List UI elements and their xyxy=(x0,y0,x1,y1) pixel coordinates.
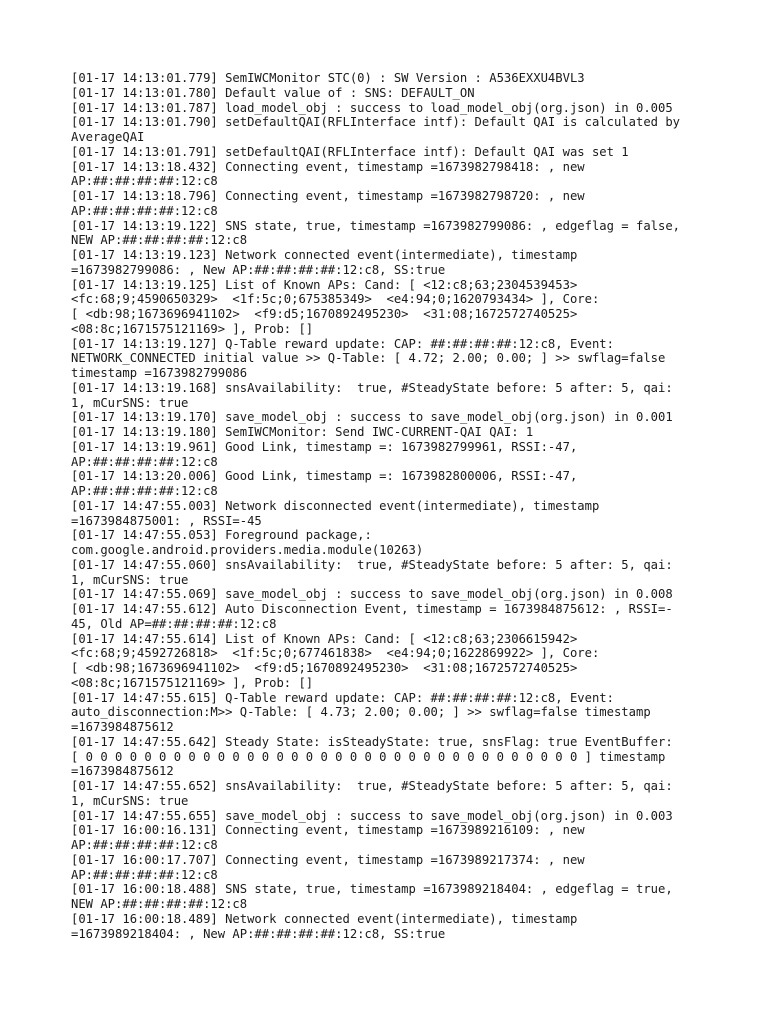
log-line: [01-17 14:47:55.652] snsAvailability: true, #SteadyState before: 5 after: 5, qai: xyxy=(71,779,673,793)
log-line: 1, mCurSNS: true xyxy=(71,395,189,410)
log-line: [ <db:98;1673696941102> <f9:d5;1670892495230> <31:08;1672572740525> xyxy=(71,661,578,675)
log-line: [01-17 14:47:55.060] snsAvailability: true, #SteadyState before: 5 after: 5, qai: xyxy=(71,557,673,572)
log-line: com.google.android.providers.media.module(10263) xyxy=(71,543,424,557)
log-line: 1, mCurSNS: true xyxy=(71,572,189,587)
log-line: [01-17 14:13:18.432] Connecting event, timestamp =1673982798418: , new xyxy=(71,159,585,174)
log-line: [01-17 14:47:55.655] save_model_obj : success to save_model_obj(org.json) in 0.003 xyxy=(71,808,673,823)
log-line: [01-17 14:13:19.168] snsAvailability: true, #SteadyState before: 5 after: 5, qai: xyxy=(71,380,673,395)
log-line: [01-17 14:13:01.791] setDefaultQAI(RFLInterface intf): Default QAI was set 1 xyxy=(71,144,629,159)
log-line: [01-17 14:13:19.961] Good Link, timestamp =: 1673982799961, RSSI:-47, xyxy=(71,439,578,454)
log-line: <fc:68;9;4592726818> <1f:5c;0;677461838> <e4:94;0;1622869922> ], Core: xyxy=(71,646,600,661)
log-line: [01-17 14:13:19.170] save_model_obj : success to save_model_obj(org.json) in 0.001 xyxy=(71,410,673,425)
log-line: [01-17 14:47:55.614] List of Known APs: Cand: [ <12:c8;63;2306615942> xyxy=(71,631,578,646)
log-line: [ <db:98;1673696941102> <f9:d5;1670892495230> <31:08;1672572740525> xyxy=(71,307,578,321)
log-line: [01-17 16:00:17.707] Connecting event, timestamp =1673989217374: , new xyxy=(71,852,585,867)
log-line: auto_disconnection:M>> Q-Table: [ 4.73; 2.00; 0.00; ] >> swflag=false timestamp xyxy=(71,705,651,720)
log-line: [01-17 14:47:55.615] Q-Table reward update: CAP: ##:##:##:##:12:c8, Event: xyxy=(71,690,614,705)
log-line: [ 0 0 0 0 0 0 0 0 0 0 0 0 0 0 0 0 0 0 0 0 0 0 0 0 0 0 0 0 0 0 0 0 0 0 ] timestamp xyxy=(71,749,666,764)
log-line: AP:##:##:##:##:12:c8 xyxy=(71,203,218,218)
log-line: [01-17 16:00:16.131] Connecting event, timestamp =1673989216109: , new xyxy=(71,823,585,838)
log-line: [01-17 16:00:18.489] Network connected event(intermediate), timestamp xyxy=(71,911,578,926)
log-line: [01-17 14:47:55.053] Foreground package,: xyxy=(71,528,372,543)
log-line: <08:8c;1671575121169> ], Prob: [] xyxy=(71,675,314,690)
log-line: 45, Old AP=##:##:##:##:12:c8 xyxy=(71,616,277,631)
log-line: [01-17 14:13:01.780] Default value of : SNS: DEFAULT_ON xyxy=(71,85,475,100)
log-line: AP:##:##:##:##:12:c8 xyxy=(71,174,218,189)
log-line: [01-17 14:13:19.127] Q-Table reward update: CAP: ##:##:##:##:12:c8, Event: xyxy=(71,336,614,351)
log-line: AP:##:##:##:##:12:c8 xyxy=(71,838,218,852)
log-line: [01-17 16:00:18.488] SNS state, true, timestamp =1673989218404: , edgeflag = true, xyxy=(71,882,673,897)
log-line: [01-17 14:47:55.612] Auto Disconnection Event, timestamp = 1673984875612: , RSSI=- xyxy=(71,602,673,616)
log-line: [01-17 14:13:19.123] Network connected event(intermediate), timestamp xyxy=(71,248,578,262)
log-line: 1, mCurSNS: true xyxy=(71,793,189,808)
log-line: NEW AP:##:##:##:##:12:c8 xyxy=(71,897,248,911)
log-line: =1673984875612 xyxy=(71,720,174,734)
log-line: =1673984875612 xyxy=(71,764,174,779)
log-line: [01-17 14:47:55.069] save_model_obj : success to save_model_obj(org.json) in 0.008 xyxy=(71,587,673,602)
log-line: =1673984875001: , RSSI=-45 xyxy=(71,513,262,528)
log-line: [01-17 14:47:55.642] Steady State: isSteadyState: true, snsFlag: true EventBuffer: xyxy=(71,734,673,749)
log-line: [01-17 14:13:19.122] SNS state, true, timestamp =1673982799086: , edgeflag = false, xyxy=(71,218,681,233)
log-line: AP:##:##:##:##:12:c8 xyxy=(71,867,218,882)
log-line: <fc:68;9;4590650329> <1f:5c;0;675385349> <e4:94;0;1620793434> ], Core: xyxy=(71,292,600,307)
log-line: NEW AP:##:##:##:##:12:c8 xyxy=(71,233,248,248)
log-line: timestamp =1673982799086 xyxy=(71,366,248,380)
log-line: <08:8c;1671575121169> ], Prob: [] xyxy=(71,321,314,336)
log-text-block xyxy=(71,71,761,941)
log-line: AP:##:##:##:##:12:c8 xyxy=(71,484,218,498)
log-line: [01-17 14:47:55.003] Network disconnected event(intermediate), timestamp xyxy=(71,498,600,513)
log-line: [01-17 14:13:01.790] setDefaultQAI(RFLInterface intf): Default QAI is calculated by xyxy=(71,115,681,130)
log-line: [01-17 14:13:19.125] List of Known APs: Cand: [ <12:c8;63;2304539453> xyxy=(71,277,578,292)
log-line: [01-17 14:13:20.006] Good Link, timestamp =: 1673982800006, RSSI:-47, xyxy=(71,469,578,484)
log-line: [01-17 14:13:18.796] Connecting event, timestamp =1673982798720: , new xyxy=(71,189,585,203)
log-line: NETWORK_CONNECTED initial value >> Q-Table: [ 4.72; 2.00; 0.00; ] >> swflag=false xyxy=(71,351,666,366)
log-line: =1673989218404: , New AP:##:##:##:##:12:c8, SS:true xyxy=(71,926,446,941)
log-line: AP:##:##:##:##:12:c8 xyxy=(71,454,218,469)
log-line: [01-17 14:13:01.779] SemIWCMonitor STC(0) : SW Version : A536EXXU4BVL3 xyxy=(71,71,585,85)
log-line: AverageQAI xyxy=(71,130,145,144)
log-line: [01-17 14:13:19.180] SemIWCMonitor: Send IWC-CURRENT-QAI QAI: 1 xyxy=(71,425,534,439)
log-line: =1673982799086: , New AP:##:##:##:##:12:c8, SS:true xyxy=(71,262,446,277)
log-line: [01-17 14:13:01.787] load_model_obj : success to load_model_obj(org.json) in 0.005 xyxy=(71,100,673,115)
